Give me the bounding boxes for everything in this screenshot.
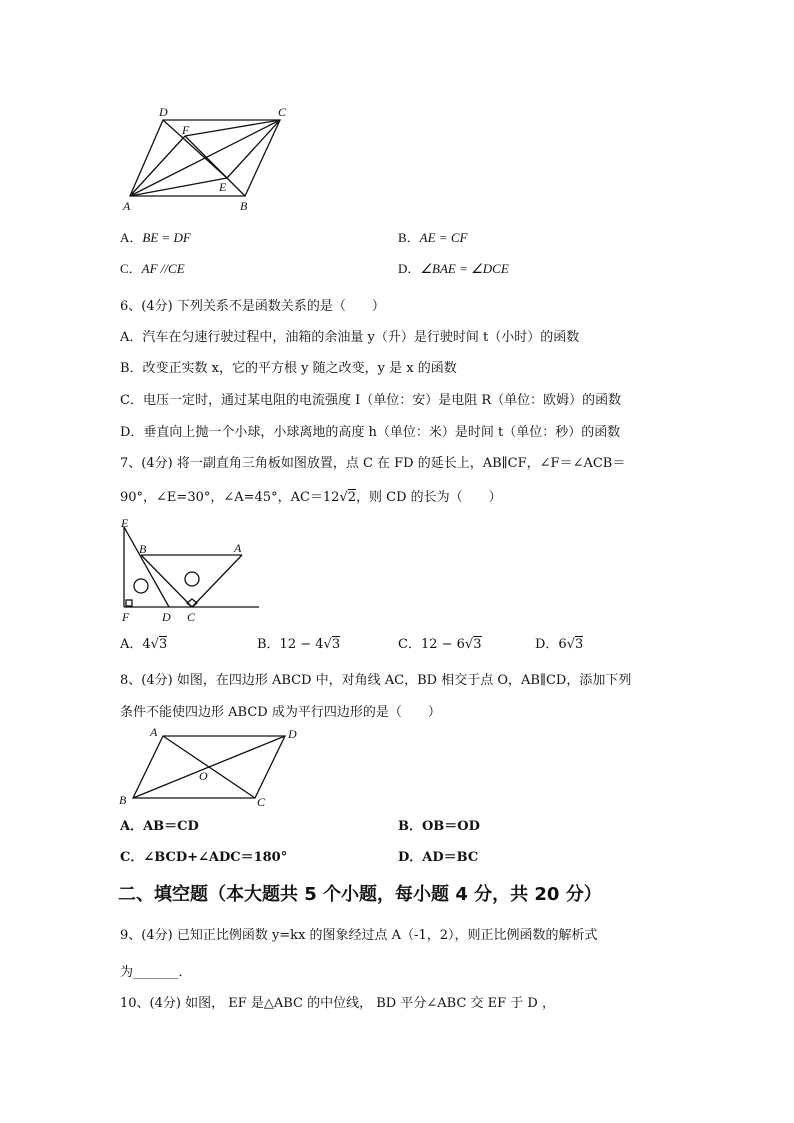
q7-figure (112, 515, 264, 627)
q5-option-d: D．∠BAE = ∠DCE (398, 261, 509, 276)
q7-sqrt-sign: √ (339, 490, 348, 505)
q5-label-f: F (182, 123, 190, 137)
q5-option-b: B．AE = CF (398, 230, 468, 245)
q8-label-a: A (150, 725, 158, 739)
q7-label-b: B (139, 542, 147, 556)
q5-label-c: C (278, 105, 287, 119)
q8-option-b: B．OB＝OD (398, 819, 480, 834)
q8-label-b: B (119, 793, 127, 807)
q7-label-c: C (187, 610, 196, 624)
q8-label-c: C (257, 795, 266, 809)
q6-option-c: C．电压一定时，通过某电阻的电流强度 I（单位：安）是电阻 R（单位：欧姆）的函数 (120, 393, 622, 408)
q5-label-d: D (159, 105, 168, 119)
q7-stem-line1: 7、(4分) 将一副直角三角板如图放置，点 C 在 FD 的延长上，AB∥CF，∠F＝∠ACB＝ (120, 456, 626, 471)
q10-stem: 10、(4分) 如图， EF 是△ABC 的中位线， BD 平分∠ABC 交 EF 于 D ， (120, 996, 555, 1011)
q8-figure (115, 724, 305, 812)
q5-figure (115, 100, 295, 215)
q6-option-b: B．改变正实数 x，它的平方根 y 随之改变，y 是 x 的函数 (120, 361, 457, 376)
q7-option-b: B．12 − 4√3 (257, 637, 341, 652)
q7-stem-line2-a: 90°，∠E=30°，∠A=45°，AC＝12 (120, 490, 340, 505)
q8-label-d: D (288, 727, 297, 741)
q8-stem-line2: 条件不能使四边形 ABCD 成为平行四边形的是（ ） (120, 705, 441, 720)
q5-label-b: B (240, 199, 248, 213)
q5-label-a: A (123, 199, 131, 213)
q8-option-c: C．∠BCD+∠ADC＝180° (120, 850, 288, 865)
q7-sqrt-value: 2 (347, 490, 357, 505)
q7-stem-line2 (120, 489, 502, 507)
q5-label-e: E (219, 180, 227, 194)
q6-option-a: A．汽车在匀速行驶过程中，油箱的余油量 y（升）是行驶时间 t（小时）的函数 (120, 330, 580, 345)
q7-label-d: D (162, 610, 171, 624)
q8-stem-line1: 8、(4分) 如图，在四边形 ABCD 中，对角线 AC，BD 相交于点 O，AB∥CD，添加下列 (120, 673, 632, 688)
q7-label-a: A (234, 541, 242, 555)
section-2-title: 二、填空题（本大题共 5 个小题，每小题 4 分，共 20 分） (118, 884, 602, 905)
q9-stem-line1: 9、(4分) 已知正比例函数 y=kx 的图象经过点 A（-1，2），则正比例函数的解析式 (120, 928, 598, 943)
q6-stem: 6、(4分) 下列关系不是函数关系的是（ ） (120, 299, 385, 314)
q9-stem-line2: 为_______． (120, 965, 192, 980)
q8-option-d: D．AD＝BC (398, 850, 479, 865)
q7-label-f: F (122, 610, 130, 624)
q7-option-d: D．6√3 (535, 637, 584, 652)
q5-option-a: A．BE = DF (120, 230, 191, 245)
q8-label-o: O (199, 769, 208, 783)
q7-option-a: A．4√3 (120, 637, 168, 652)
q8-option-a: A．AB＝CD (120, 819, 199, 834)
q7-stem-line2-b: ，则 CD 的长为（ ） (356, 490, 502, 505)
q7-option-c: C．12 − 6√3 (398, 637, 482, 652)
q7-label-e: E (121, 516, 129, 530)
q6-option-d: D．垂直向上抛一个小球，小球离地的高度 h（单位：米）是时间 t（单位：秒）的函数 (120, 425, 621, 440)
q5-option-c: C．AF //CE (120, 261, 185, 276)
